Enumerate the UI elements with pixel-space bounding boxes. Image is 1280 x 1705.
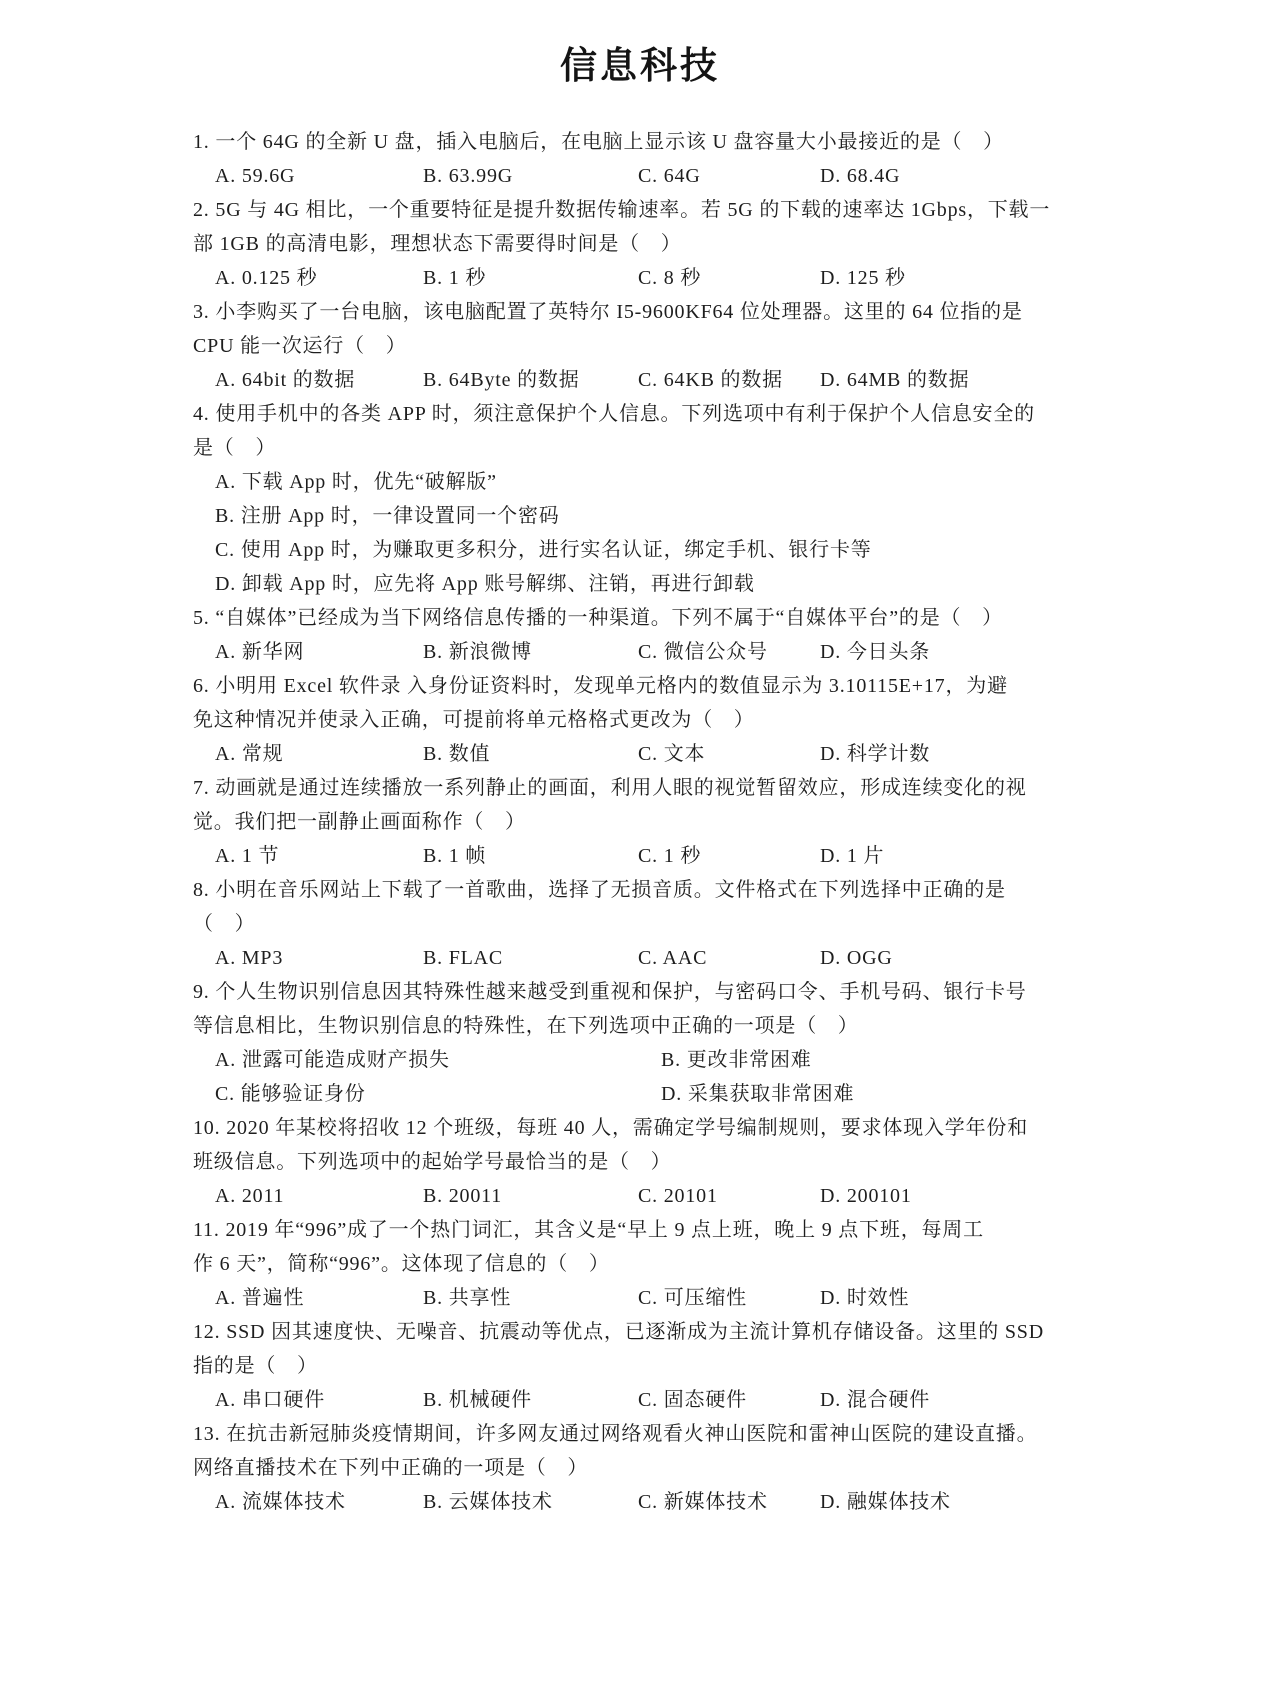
option-c: C. 能够验证身份 bbox=[215, 1083, 366, 1105]
question-text-line: 2. 5G 与 4G 相比，一个重要特征是提升数据传输速率。若 5G 的下载的速率达 1Gbps，下载一 bbox=[193, 199, 1051, 221]
question-text-line: 11. 2019 年“996”成了一个热门词汇，其含义是“早上 9 点上班，晚上 9 点下班，每周工 bbox=[193, 1219, 984, 1241]
question-text-line: 13. 在抗击新冠肺炎疫情期间，许多网友通过网络观看火神山医院和雷神山医院的建设直播。 bbox=[193, 1423, 1038, 1445]
question-4 bbox=[193, 397, 1220, 601]
option-a: A. 59.6G bbox=[215, 165, 296, 187]
document-page bbox=[0, 44, 1280, 1705]
options-row bbox=[215, 839, 1220, 873]
option-d: D. 68.4G bbox=[820, 165, 901, 187]
option-c: C. 可压缩性 bbox=[638, 1287, 747, 1309]
question-text-line: CPU 能一次运行（ ） bbox=[193, 335, 407, 357]
question-text-line: 等信息相比，生物识别信息的特殊性，在下列选项中正确的一项是（ ） bbox=[193, 1015, 859, 1037]
options-row bbox=[215, 1281, 1220, 1315]
option-d: D. 融媒体技术 bbox=[820, 1491, 951, 1513]
options-row bbox=[215, 1485, 1220, 1519]
question-text-line: 免这种情况并使录入正确，可提前将单元格格式更改为（ ） bbox=[193, 709, 755, 731]
question-text-line: 4. 使用手机中的各类 APP 时，须注意保护个人信息。下列选项中有利于保护个人信息安全的 bbox=[193, 403, 1035, 425]
option-a: A. 64bit 的数据 bbox=[215, 369, 356, 391]
option-d: D. 科学计数 bbox=[820, 743, 931, 765]
question-1 bbox=[193, 125, 1220, 193]
option-d: D. 卸载 App 时，应先将 App 账号解绑、注销，再进行卸载 bbox=[215, 573, 755, 595]
option-c: C. 1 秒 bbox=[638, 845, 702, 867]
question-text-line: 3. 小李购买了一台电脑，该电脑配置了英特尔 I5-9600KF64 位处理器。这里的 64 位指的是 bbox=[193, 301, 1023, 323]
question-11 bbox=[193, 1213, 1220, 1315]
question-text-line: 5. “自媒体”已经成为当下网络信息传播的一种渠道。下列不属于“自媒体平台”的是（ ） bbox=[193, 607, 1003, 629]
option-d: D. 时效性 bbox=[820, 1287, 910, 1309]
option-d: D. 采集获取非常困难 bbox=[661, 1083, 855, 1105]
question-text-line: 网络直播技术在下列中正确的一项是（ ） bbox=[193, 1457, 589, 1479]
question-12 bbox=[193, 1315, 1220, 1417]
options-row bbox=[215, 159, 1220, 193]
option-a: A. 0.125 秒 bbox=[215, 267, 318, 289]
option-d: D. 64MB 的数据 bbox=[820, 369, 970, 391]
options-row bbox=[215, 1383, 1220, 1417]
option-b: B. 63.99G bbox=[423, 165, 513, 187]
option-a: A. 流媒体技术 bbox=[215, 1491, 346, 1513]
question-text-line: 7. 动画就是通过连续播放一系列静止的画面，利用人眼的视觉暂留效应，形成连续变化的视 bbox=[193, 777, 1027, 799]
question-text-line: 班级信息。下列选项中的起始学号最恰当的是（ ） bbox=[193, 1151, 672, 1173]
option-d: D. 今日头条 bbox=[820, 641, 931, 663]
option-a: A. 新华网 bbox=[215, 641, 305, 663]
option-b: B. 64Byte 的数据 bbox=[423, 369, 580, 391]
question-6 bbox=[193, 669, 1220, 771]
option-c: C. 64G bbox=[638, 165, 701, 187]
question-13 bbox=[193, 1417, 1220, 1519]
option-b: B. 共享性 bbox=[423, 1287, 512, 1309]
question-9 bbox=[193, 975, 1220, 1111]
option-a: A. 1 节 bbox=[215, 845, 280, 867]
option-b: B. 1 秒 bbox=[423, 267, 487, 289]
options-row bbox=[215, 363, 1220, 397]
option-b: B. 20011 bbox=[423, 1185, 502, 1207]
option-c: C. 64KB 的数据 bbox=[638, 369, 783, 391]
option-c: C. 新媒体技术 bbox=[638, 1491, 768, 1513]
option-c: C. 8 秒 bbox=[638, 267, 702, 289]
question-text-line: 1. 一个 64G 的全新 U 盘，插入电脑后，在电脑上显示该 U 盘容量大小最接近的是（ ） bbox=[193, 131, 1004, 153]
option-d: D. 混合硬件 bbox=[820, 1389, 931, 1411]
option-b: B. 机械硬件 bbox=[423, 1389, 532, 1411]
question-7 bbox=[193, 771, 1220, 873]
question-text-line: 12. SSD 因其速度快、无噪音、抗震动等优点，已逐渐成为主流计算机存储设备。这里的 SSD bbox=[193, 1321, 1044, 1343]
question-text-line: 是（ ） bbox=[193, 437, 277, 459]
option-a: A. MP3 bbox=[215, 947, 284, 969]
options-row bbox=[215, 737, 1220, 771]
option-d: D. 1 片 bbox=[820, 845, 885, 867]
option-a: A. 2011 bbox=[215, 1185, 285, 1207]
option-b: B. FLAC bbox=[423, 947, 504, 969]
option-b: B. 云媒体技术 bbox=[423, 1491, 553, 1513]
option-b: B. 注册 App 时，一律设置同一个密码 bbox=[215, 505, 560, 527]
option-a: A. 常规 bbox=[215, 743, 284, 765]
questions-list bbox=[193, 125, 1220, 1519]
question-2 bbox=[193, 193, 1220, 295]
option-d: D. 200101 bbox=[820, 1185, 912, 1207]
question-10 bbox=[193, 1111, 1220, 1213]
question-text-line: 6. 小明用 Excel 软件录 入身份证资料时，发现单元格内的数值显示为 3.10115E+17，为避 bbox=[193, 675, 1008, 697]
option-c: C. 文本 bbox=[638, 743, 706, 765]
question-text-line: 觉。我们把一副静止画面称作（ ） bbox=[193, 811, 526, 833]
question-text-line: 9. 个人生物识别信息因其特殊性越来越受到重视和保护，与密码口令、手机号码、银行卡号 bbox=[193, 981, 1027, 1003]
question-text-line: 10. 2020 年某校将招收 12 个班级，每班 40 人，需确定学号编制规则，要求体现入学年份和 bbox=[193, 1117, 1028, 1139]
question-8 bbox=[193, 873, 1220, 975]
question-3 bbox=[193, 295, 1220, 397]
question-text-line: 指的是（ ） bbox=[193, 1355, 318, 1377]
option-c: C. AAC bbox=[638, 947, 708, 969]
options-row bbox=[215, 1043, 1220, 1111]
question-text-line: 8. 小明在音乐网站上下载了一首歌曲，选择了无损音质。文件格式在下列选择中正确的是 bbox=[193, 879, 1006, 901]
option-a: A. 串口硬件 bbox=[215, 1389, 326, 1411]
options-row bbox=[215, 1179, 1220, 1213]
option-c: C. 20101 bbox=[638, 1185, 718, 1207]
option-d: D. 125 秒 bbox=[820, 267, 906, 289]
option-a: A. 泄露可能造成财产损失 bbox=[215, 1049, 450, 1071]
question-text-line: （ ） bbox=[193, 913, 256, 935]
options-row bbox=[215, 941, 1220, 975]
option-a: A. 下载 App 时，优先“破解版” bbox=[215, 471, 497, 493]
options-row bbox=[215, 635, 1220, 669]
option-c: C. 微信公众号 bbox=[638, 641, 768, 663]
option-b: B. 新浪微博 bbox=[423, 641, 532, 663]
option-c: C. 使用 App 时，为赚取更多积分，进行实名认证，绑定手机、银行卡等 bbox=[215, 539, 872, 561]
question-5 bbox=[193, 601, 1220, 669]
option-b: B. 数值 bbox=[423, 743, 491, 765]
option-b: B. 更改非常困难 bbox=[661, 1049, 812, 1071]
option-c: C. 固态硬件 bbox=[638, 1389, 747, 1411]
option-d: D. OGG bbox=[820, 947, 893, 969]
options-row bbox=[215, 261, 1220, 295]
option-b: B. 1 帧 bbox=[423, 845, 487, 867]
option-a: A. 普遍性 bbox=[215, 1287, 305, 1309]
page-title: 信息科技 bbox=[560, 44, 720, 87]
question-text-line: 作 6 天”，简称“996”。这体现了信息的（ ） bbox=[193, 1253, 610, 1275]
question-text-line: 部 1GB 的高清电影，理想状态下需要得时间是（ ） bbox=[193, 233, 682, 255]
